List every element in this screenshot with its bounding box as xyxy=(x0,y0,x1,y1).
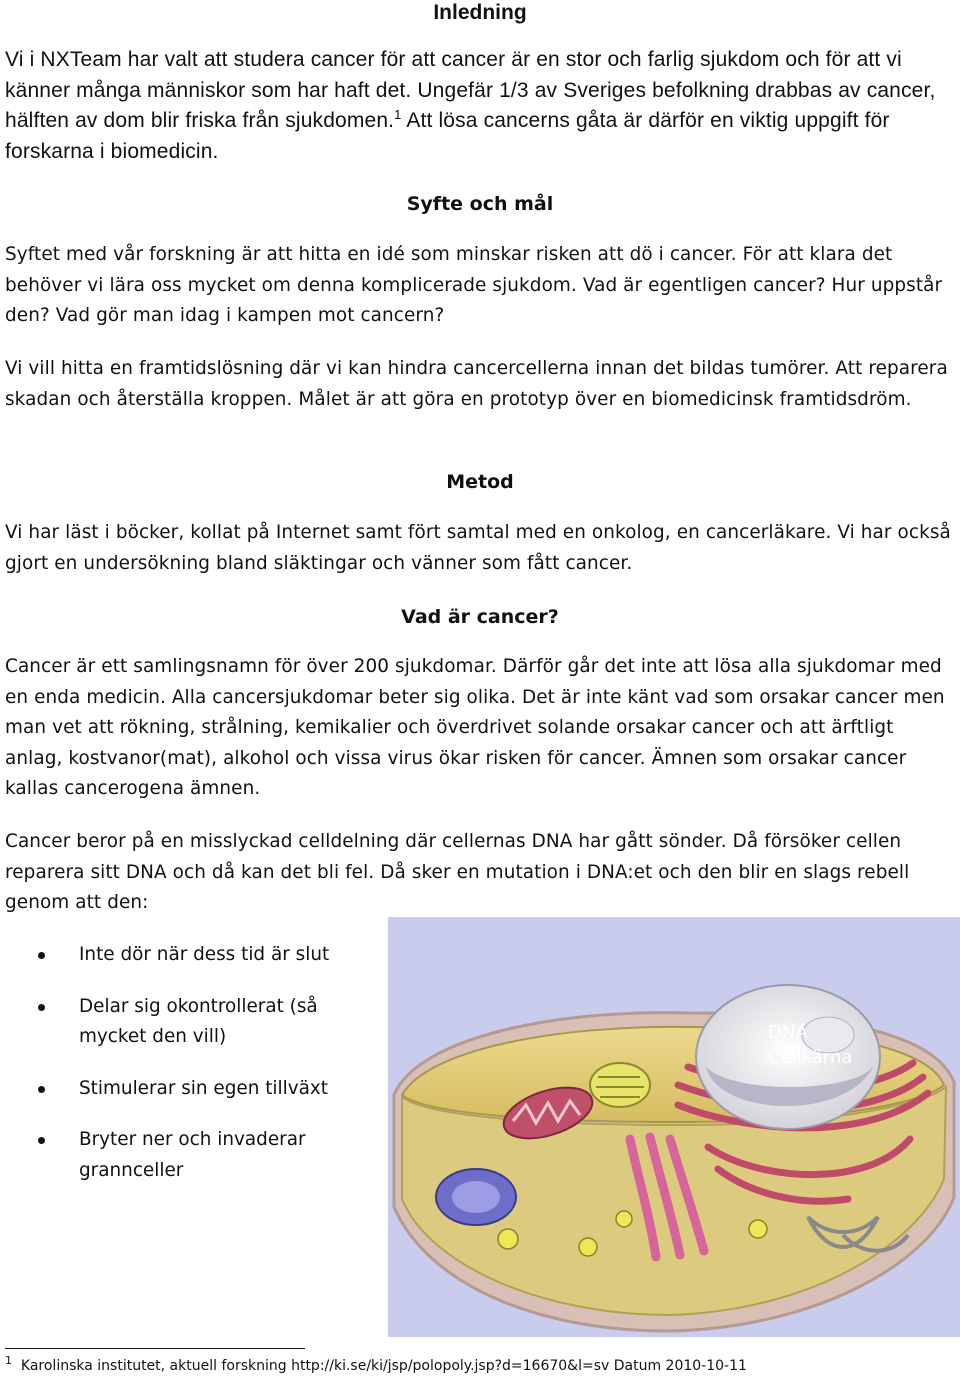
list-item-text: Bryter ner och invaderar grannceller xyxy=(79,1129,306,1181)
intro-text-a: Vi i NXTeam har valt att studera cancer för att cancer är en stor och farlig sjukdom och för att vi känner många människor som har haft det. Ungefär 1/3 av Sveriges befolkning drabbas av cancer, hälften av dom blir friska från sjukdomen. xyxy=(5,48,936,132)
footnote-divider xyxy=(5,1348,305,1349)
paragraph-metod: Vi har läst i böcker, kollat på Internet samt fört samtal med en onkolog, en cancerläkare. Vi har också gjort en undersökning bland släktingar och vänner som fått cancer. xyxy=(5,522,951,574)
list-item-text: Inte dör när dess tid är slut xyxy=(79,944,330,965)
bullet-dot-icon xyxy=(38,1086,45,1093)
footnote-number: 1 xyxy=(5,1354,12,1367)
list-item-text: Stimulerar sin egen tillväxt xyxy=(79,1077,329,1099)
bullet-dot-icon xyxy=(38,1004,45,1011)
cell-diagram-figure xyxy=(388,917,960,1337)
list-item xyxy=(0,940,380,971)
footnote-text[interactable]: Karolinska institutet, aktuell forskning http://ki.se/ki/jsp/polopoly.jsp?d=16670&l=sv Datum 2010-10-11 xyxy=(20,1358,747,1374)
footnote-ref[interactable]: 1 xyxy=(394,107,402,122)
paragraph-intro xyxy=(5,45,955,167)
bullet-dot-icon xyxy=(38,1137,45,1144)
footnote xyxy=(5,1356,747,1377)
vesicle-cluster xyxy=(590,1063,650,1107)
list-item xyxy=(0,992,380,1053)
label-cellkarna: Cellkärna xyxy=(768,1047,853,1068)
bullet-dot-icon xyxy=(38,952,45,959)
paragraph-vad-2: Cancer beror på en misslyckad celldelning där cellernas DNA har gått sönder. Då försöker cellen reparera sitt DNA och då kan det bli fel. Då sker en mutation i DNA:et och den blir en slags rebell genom att den: xyxy=(5,831,910,913)
bullet-list xyxy=(0,940,380,1207)
lysosome xyxy=(436,1169,516,1225)
list-item xyxy=(0,1074,380,1105)
heading-inledning: Inledning xyxy=(433,1,527,24)
heading-vad-ar-cancer: Vad är cancer? xyxy=(401,606,559,628)
heading-syfte: Syfte och mål xyxy=(406,193,554,215)
paragraph-vad-1: Cancer är ett samlingsnamn för över 200 sjukdomar. Därför går det inte att lösa alla sjukdomar med en enda medicin. Alla cancersjukdomar beter sig olika. Det är inte känt vad som orsakar cancer men man vet att rökning, strålning, kemikalier och överdrivet solande orsakar cancer och att ärftligt anlag, kostvanor(mat), alkohol och vissa virus ökar risken för cancer. Ämnen som orsakar cancer kallas cancerogena ämnen. xyxy=(5,656,945,799)
intro-text-b: Att lösa cancerns gåta är därför en viktig uppgift för forskarna i biomedicin. xyxy=(5,109,890,163)
paragraph-syfte-1: Syftet med vår forskning är att hitta en idé som minskar risken att dö i cancer. För att klara det behöver vi lära oss mycket om denna komplicerade sjukdom. Vad är egentligen cancer? Hur uppstår den? Vad gör man idag i kampen mot cancern? xyxy=(5,244,943,326)
paragraph-syfte-2: Vi vill hitta en framtidslösning där vi kan hindra cancercellerna innan det bildas tumörer. Att reparera skadan och återställa kroppen. Målet är att göra en prototyp över en biomedicinsk framtidsdröm. xyxy=(5,358,948,410)
list-item-text: Delar sig okontrollerat (så mycket den vill) xyxy=(79,995,318,1047)
heading-metod: Metod xyxy=(446,471,514,493)
list-item xyxy=(0,1125,380,1186)
label-dna: DNA xyxy=(768,1022,808,1043)
